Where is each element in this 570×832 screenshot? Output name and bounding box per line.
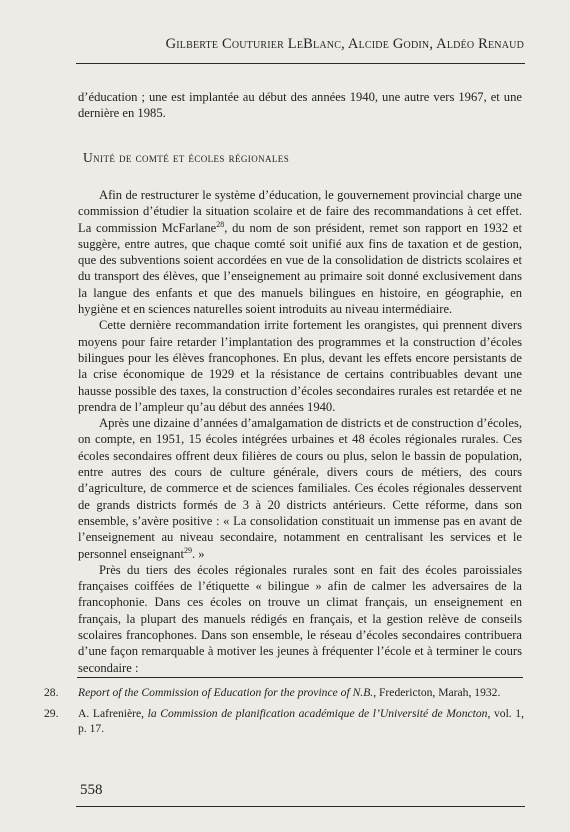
paragraph-1-text-a: Afin de restructurer le système d’éducation, le gouvernement provincial charge une commission d’étudier la situation scolaire et de faire des recommandations à cet effet. La commission McFarlane xyxy=(78,188,522,235)
footnote-number: 29. xyxy=(44,707,59,720)
paragraph-3-text-a: Après une dizaine d’années d’amalgamation de districts et de construction d’écoles, on compte, en 1951, 15 écoles intégrées urbaines et 48 écoles régionales rurales. Ces écoles secondaires offrent deux filières de cours ou plus, selon le bassin de population, entre autres des cours de culture générale, divers cours de métiers, des cours d’agriculture, de commerce et de sciences familiales. Ces écoles régionales desservent de grands districts formés de 3 à 20 districts antérieurs. Cette réforme, dans son ensemble, s’avère positive : « La consolidation constituait un immense pas en avant de l’enseignement au niveau secondaire, notamment en centralisant les services et le personnel enseignant xyxy=(78,416,522,561)
footnote-rule xyxy=(77,677,523,678)
footnote-number: 28. xyxy=(44,686,59,699)
main-text xyxy=(78,187,522,676)
paragraph-2: Cette dernière recommandation irrite fortement les orangistes, qui prennent divers moyens pour faire retarder l’implantation des programmes et la construction d’écoles bilingues pour les élèves francophones. En plus, devant les effets encore persistants de la crise économique de 1929 et la résistance de certains contribuables devant une hausse possible des taxes, la construction d’écoles secondaires rurales est retardée et ne prendra de l’ampleur qu’au début des années 1940. xyxy=(78,318,522,414)
footnote-29 xyxy=(44,706,524,736)
footnote-author: A. Lafrenière, xyxy=(78,707,148,720)
intro-paragraph xyxy=(78,89,522,122)
footnote-rest: , Fredericton, Marah, 1932. xyxy=(373,686,501,699)
footer-rule xyxy=(76,806,525,807)
page-number: 558 xyxy=(80,782,103,798)
footnote-ref-29: 29 xyxy=(183,545,192,555)
intro-text: d’éducation ; une est implantée au début des années 1940, une autre vers 1967, et une dernière en 1985. xyxy=(78,90,522,121)
footnote-title: Report of the Commission of Education for the province of N.B. xyxy=(78,686,374,699)
paragraph-4: Près du tiers des écoles régionales rurales sont en fait des écoles paroissiales françaises coiffées de l’étiquette « bilingue » afin de calmer les adversaires de la francophonie. Dans ces écoles on trouve un climat français, un enseignement en français, la plupart des manuels rédigés en français, et la gestion relève de conseils scolaires francophones. Dans son ensemble, le réseau d’écoles secondaires contribuera d’une façon remarquable à motiver les jeunes à fréquenter l’école et à terminer le cours secondaire : xyxy=(78,562,522,675)
paragraph-3 xyxy=(78,415,522,562)
paragraph-1 xyxy=(78,187,522,317)
footnote-rest: , vol. 1, p. 17. xyxy=(78,707,524,735)
footnotes xyxy=(44,685,524,742)
paragraph-3-text-b: . » xyxy=(191,546,205,561)
paragraph-1-text-b: , du nom de son président, remet son rapport en 1932 et suggère, entre autres, que chaque comté soit unifié aux fins de taxation et de gestion, que des subventions soient accordées en vue de la consolidation de districts scolaires et du transport des élèves, que l’enseignement au primaire soit donné exclusivement dans la langue des enfants et que des manuels bilingues en histoire, en géographie, en hygiène et en sciences naturelles soient introduits au niveau intermédiaire. xyxy=(78,220,522,317)
section-title: Unité de comté et écoles régionales xyxy=(83,150,290,165)
footnote-ref-28: 28 xyxy=(216,219,225,229)
header-rule xyxy=(76,63,525,64)
footnote-28 xyxy=(44,685,524,700)
footnote-title: la Commission de planification académique de l’Université de Moncton xyxy=(147,707,488,720)
running-head: Gilberte Couturier LeBlanc, Alcide Godin, Aldéo Renaud xyxy=(165,36,524,52)
footnote-text xyxy=(78,706,524,736)
footnote-text xyxy=(78,685,524,700)
